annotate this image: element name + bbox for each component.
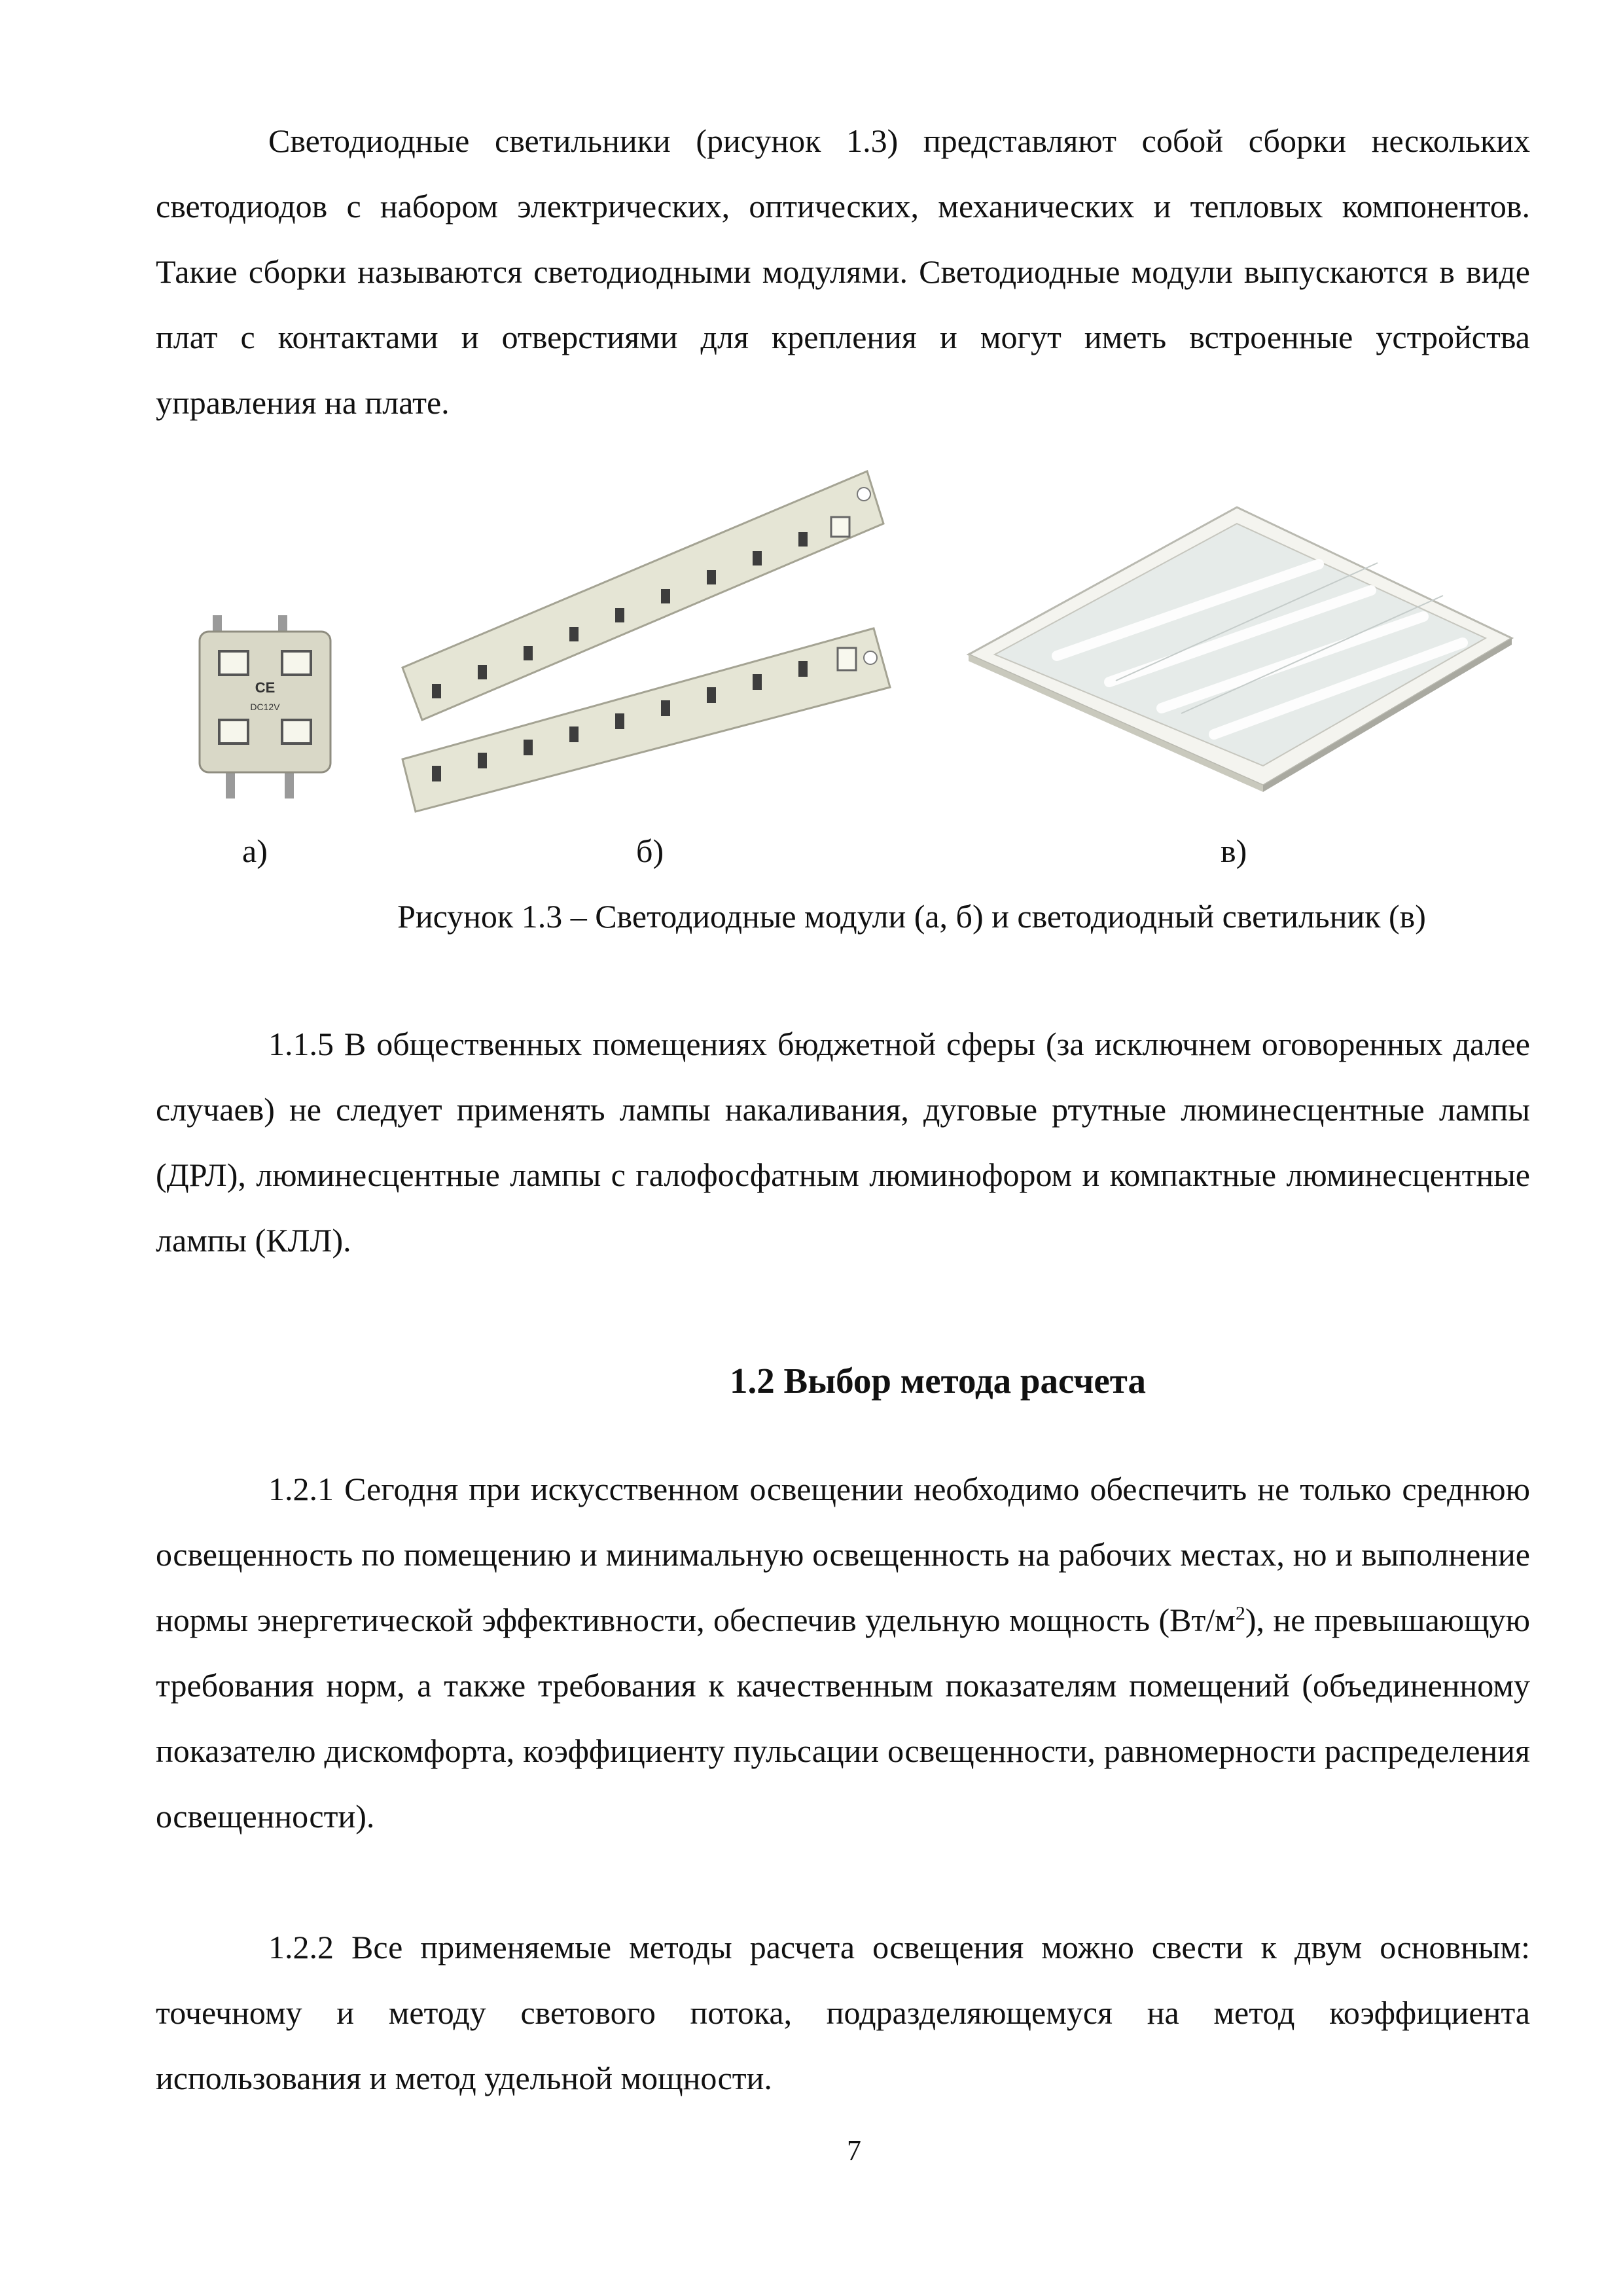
led-module-square-image [187, 615, 344, 798]
paragraph-1-2-1 [156, 1456, 1530, 1849]
led-panel-luminaire-image [965, 504, 1515, 792]
figure-label-a: а) [242, 833, 268, 869]
intro-paragraph: Светодиодные светильники (рисунок 1.3) представляют собой сборки нескольких светодиодов с набором электрических, оптических, механических и тепловых компонентов. Такие сборки называются светодиодными модулями. Светодиодные модули выпускаются в виде плат с контактами и отверстиями для крепления и могут иметь встроенные устройства управления на плате. [156, 122, 1530, 421]
unit-superscript: 2 [1235, 1602, 1245, 1624]
figure-1-3 [0, 458, 1623, 825]
page-number: 7 [847, 2134, 861, 2166]
paragraph-1-2-1-text-start: 1.2.1 Сегодня при искусственном освещении необходимо обеспечить не только среднюю освещенность по помещению и минимальную освещенность на рабочих местах, но и выполнение нормы энергетической эффективности, обеспечив удельную мощность (Вт/м [156, 1471, 1530, 1638]
module-ce-mark: CE [255, 679, 276, 696]
paragraph-1-2-1-text-end: ), не превышающую требования норм, а также требования к качественным показателям помещений (объединенному показателю дискомфорта, коэффициенту пульсации освещенности, равномерности распределения освещенности). [156, 1602, 1531, 1835]
paragraph-1-1-5: 1.1.5 В общественных помещениях бюджетной сферы (за исключнем оговоренных далее случаев) не следует применять лампы накаливания, дуговые ртутные люминесцентные лампы (ДРЛ), люминесцентные лампы с галофосфатным люминофором и компактные люминесцентные лампы (КЛЛ). [156, 1026, 1530, 1259]
figure-label-b: б) [636, 833, 664, 869]
figure-label-c: в) [1221, 833, 1247, 869]
section-heading: 1.2 Выбор метода расчета [730, 1361, 1146, 1401]
module-voltage-mark: DC12V [250, 702, 280, 712]
led-strip-modules-image [399, 458, 897, 825]
figure-caption: Рисунок 1.3 – Светодиодные модули (а, б) и светодиодный светильник (в) [397, 898, 1426, 935]
paragraph-1-2-2: 1.2.2 Все применяемые методы расчета освещения можно свести к двум основным: точечному и методу светового потока, подразделяющемуся на метод коэффициента использования и метод удельной мощности. [156, 1929, 1530, 2096]
